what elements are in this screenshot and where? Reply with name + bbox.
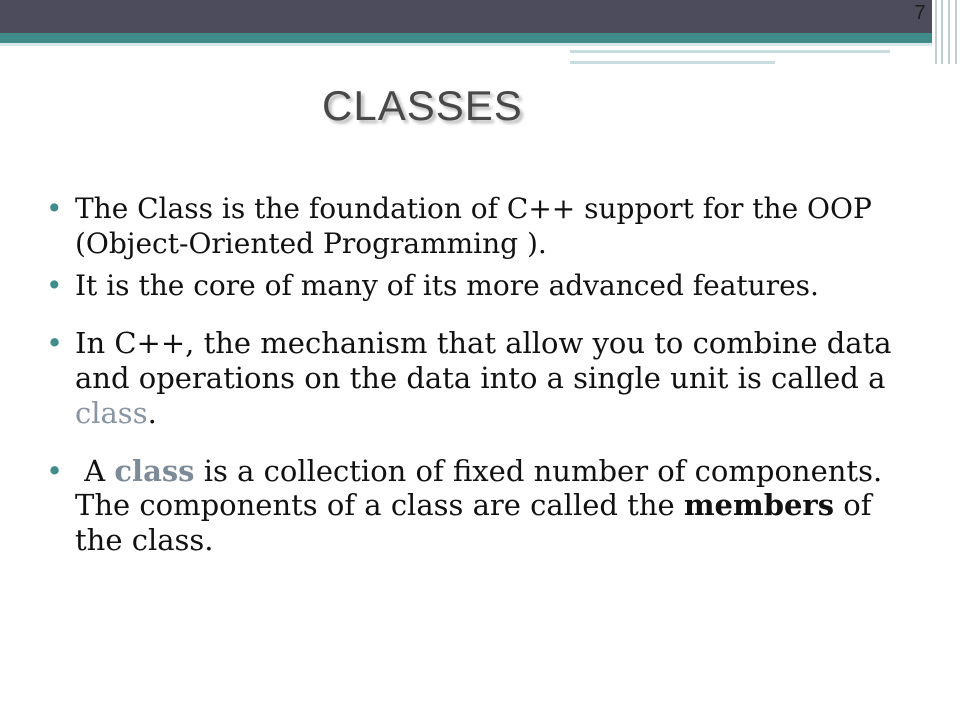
slide-title: CLASSES <box>322 82 523 129</box>
bullet-text-end: . <box>147 395 157 430</box>
header-vertical-line-2 <box>941 0 943 64</box>
highlight-term: class <box>114 453 195 488</box>
bullet-text-middle: is a collection of fixed number of components. The components of a class are called the <box>75 453 883 523</box>
bullet-item <box>46 192 906 261</box>
bullet-marker: • <box>46 453 64 488</box>
header-vertical-line-3 <box>948 0 950 64</box>
bullet-text: The Class is the foundation of C++ support for the OOP (Object-Oriented Programming ). <box>75 192 872 260</box>
header-bar <box>0 0 960 33</box>
bullet-item <box>46 454 906 558</box>
header-vertical-line-4 <box>955 0 957 64</box>
header-accent-line-1 <box>570 50 890 53</box>
header-accent-line-2 <box>570 61 775 64</box>
bullet-text-end: of the class. <box>75 488 872 558</box>
header-pale-band <box>0 43 960 46</box>
bullet-item <box>46 326 906 430</box>
bullet-marker: • <box>46 326 64 361</box>
header-teal-band <box>0 33 960 43</box>
bullet-text: A <box>75 453 115 488</box>
bullet-text: It is the core of many of its more advanced features. <box>75 269 819 303</box>
header-vertical-line-1 <box>935 0 937 64</box>
bullet-item <box>46 269 906 304</box>
bullet-list <box>46 192 906 575</box>
slide-number: 7 <box>914 2 926 24</box>
bullet-text: In C++, the mechanism that allow you to combine data and operations on the data into a single unit is called a <box>75 326 892 395</box>
highlight-term: class <box>75 395 148 430</box>
bold-term: members <box>683 488 835 523</box>
bullet-marker: • <box>46 269 63 303</box>
bullet-marker: • <box>46 192 63 225</box>
